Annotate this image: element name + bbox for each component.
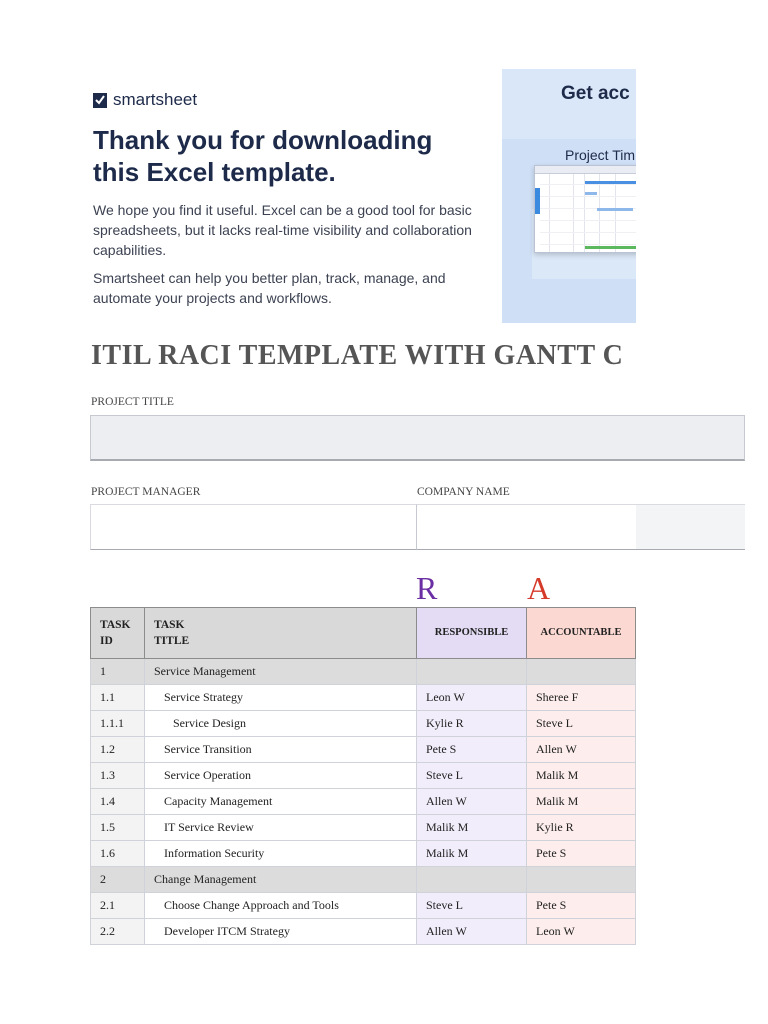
logo-text: smartsheet [113, 90, 198, 109]
task-title-cell[interactable]: Information Security [145, 841, 417, 867]
task-title-cell[interactable]: Change Management [145, 867, 417, 893]
header-task-id[interactable]: TASK ID [91, 608, 145, 659]
table-row[interactable] [91, 763, 636, 789]
responsible-cell[interactable]: Steve L [417, 893, 527, 919]
accountable-cell[interactable]: Steve L [527, 711, 636, 737]
task-id-cell[interactable]: 1.5 [91, 815, 145, 841]
task-title-cell[interactable]: Choose Change Approach and Tools [145, 893, 417, 919]
smartsheet-banner[interactable] [93, 88, 493, 306]
responsible-cell[interactable]: Leon W [417, 685, 527, 711]
accountable-cell[interactable] [527, 659, 636, 685]
banner-heading: Thank you for downloading this Excel template. [93, 125, 433, 187]
task-id-cell[interactable]: 1.1.1 [91, 711, 145, 737]
task-id-cell[interactable]: 2.2 [91, 919, 145, 945]
header-accountable[interactable]: ACCOUNTABLE [527, 608, 636, 659]
task-id-cell[interactable]: 1 [91, 659, 145, 685]
responsible-cell[interactable]: Steve L [417, 763, 527, 789]
task-title-cell[interactable]: Service Transition [145, 737, 417, 763]
table-header-row [91, 608, 636, 659]
table-row[interactable] [91, 659, 636, 685]
task-id-cell[interactable]: 1.4 [91, 789, 145, 815]
cta-subtitle: Project Tim [565, 147, 636, 163]
table-row[interactable] [91, 867, 636, 893]
accountable-cell[interactable]: Malik M [527, 763, 636, 789]
table-row[interactable] [91, 737, 636, 763]
task-title-cell[interactable]: IT Service Review [145, 815, 417, 841]
header-task-title[interactable]: TASK TITLE [145, 608, 417, 659]
task-id-cell[interactable]: 1.2 [91, 737, 145, 763]
responsible-cell[interactable]: Allen W [417, 919, 527, 945]
responsible-letter: R [416, 570, 438, 606]
header-responsible[interactable]: RESPONSIBLE [417, 608, 527, 659]
task-id-cell[interactable]: 1.6 [91, 841, 145, 867]
table-row[interactable] [91, 841, 636, 867]
task-title-cell[interactable]: Service Strategy [145, 685, 417, 711]
table-row[interactable] [91, 919, 636, 945]
accountable-cell[interactable] [527, 867, 636, 893]
checkmark-icon [93, 93, 107, 108]
table-row[interactable] [91, 893, 636, 919]
project-title-field[interactable] [90, 415, 745, 461]
task-title-cell[interactable]: Service Management [145, 659, 417, 685]
accountable-cell[interactable]: Sheree F [527, 685, 636, 711]
raci-table [90, 607, 636, 945]
responsible-cell[interactable]: Pete S [417, 737, 527, 763]
table-row[interactable] [91, 815, 636, 841]
accountable-cell[interactable]: Kylie R [527, 815, 636, 841]
accountable-letter: A [527, 570, 551, 606]
banner-paragraph-1: We hope you find it useful. Excel can be a good tool for basic spreadsheets, but it lacks real-time visibility and collaboration capabilities. [93, 202, 472, 258]
responsible-cell[interactable]: Allen W [417, 789, 527, 815]
cta-panel[interactable] [502, 69, 636, 323]
accountable-cell[interactable]: Malik M [527, 789, 636, 815]
company-name-label: COMPANY NAME [417, 486, 510, 498]
task-title-cell[interactable]: Developer ITCM Strategy [145, 919, 417, 945]
project-title-label: PROJECT TITLE [91, 396, 174, 408]
task-title-cell[interactable]: Capacity Management [145, 789, 417, 815]
project-manager-field[interactable] [90, 504, 417, 550]
accountable-cell[interactable]: Allen W [527, 737, 636, 763]
accountable-cell[interactable]: Pete S [527, 841, 636, 867]
banner-paragraph-2: Smartsheet can help you better plan, track, manage, and automate your projects and workflows. [93, 270, 446, 306]
table-row[interactable] [91, 789, 636, 815]
responsible-cell[interactable]: Malik M [417, 841, 527, 867]
project-manager-label: PROJECT MANAGER [91, 486, 201, 498]
task-id-cell[interactable]: 2.1 [91, 893, 145, 919]
task-id-cell[interactable]: 1.1 [91, 685, 145, 711]
responsible-cell[interactable] [417, 659, 527, 685]
table-row[interactable] [91, 711, 636, 737]
cta-title: Get acc [561, 83, 630, 104]
accountable-cell[interactable]: Pete S [527, 893, 636, 919]
task-id-cell[interactable]: 2 [91, 867, 145, 893]
task-id-cell[interactable]: 1.3 [91, 763, 145, 789]
spreadsheet-preview-image [534, 165, 636, 253]
smartsheet-logo[interactable] [93, 88, 493, 112]
responsible-cell[interactable]: Malik M [417, 815, 527, 841]
task-title-cell[interactable]: Service Design [145, 711, 417, 737]
table-row[interactable] [91, 685, 636, 711]
document-title: ITIL RACI TEMPLATE WITH GANTT C [91, 340, 624, 371]
task-title-cell[interactable]: Service Operation [145, 763, 417, 789]
accountable-cell[interactable]: Leon W [527, 919, 636, 945]
company-name-field[interactable] [416, 504, 745, 550]
responsible-cell[interactable] [417, 867, 527, 893]
responsible-cell[interactable]: Kylie R [417, 711, 527, 737]
